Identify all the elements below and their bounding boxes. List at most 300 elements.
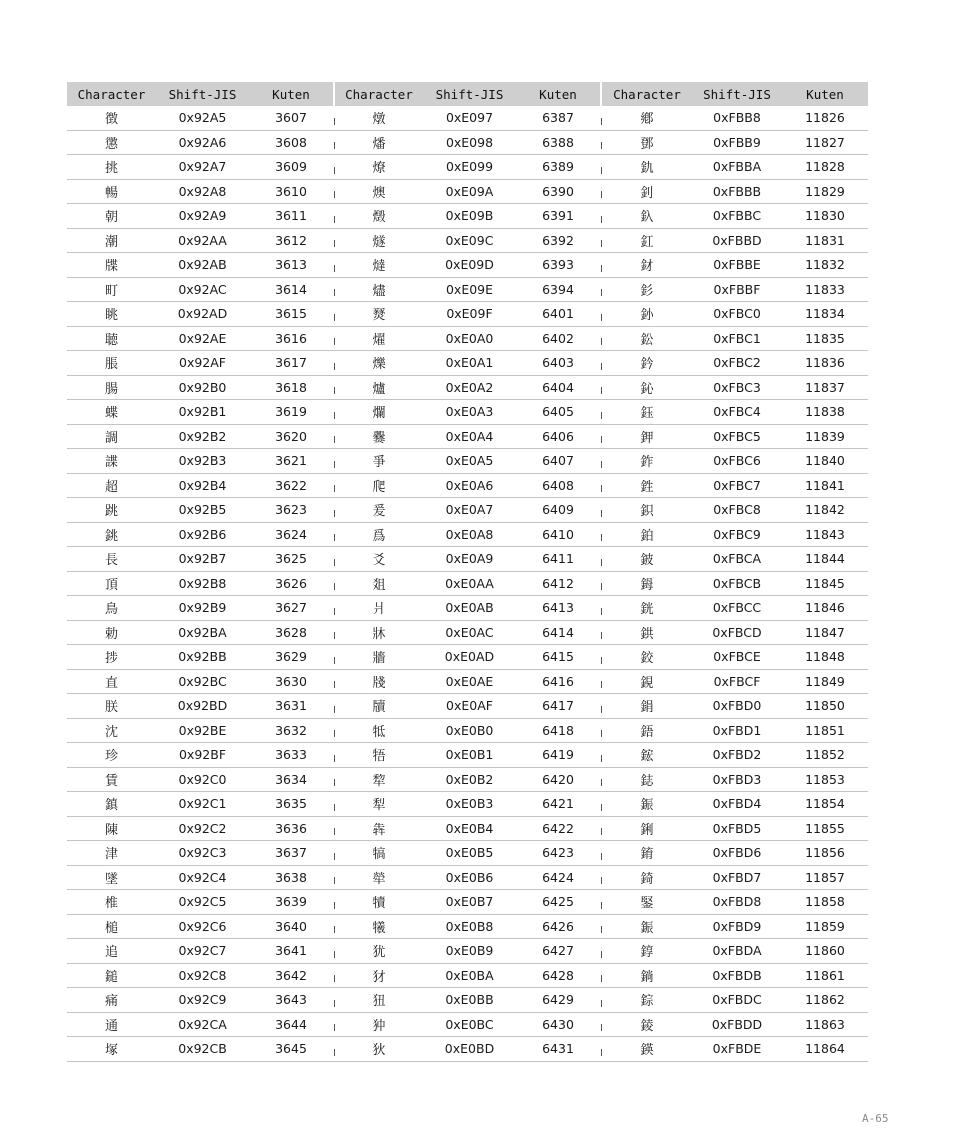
character-cell: 犢: [335, 890, 423, 915]
kuten-cell: 6422: [516, 816, 600, 841]
shift-jis-cell: 0xFBD5: [692, 816, 782, 841]
kuten-cell: 3610: [249, 179, 333, 204]
shift-jis-cell: 0xFBBB: [692, 179, 782, 204]
character-cell: 鋻: [602, 890, 692, 915]
kuten-cell: 3614: [249, 277, 333, 302]
header-character: Character: [67, 82, 156, 106]
table-row: [67, 155, 868, 180]
separator-tick: [334, 730, 335, 737]
character-cell: 鄧: [602, 130, 692, 155]
shift-jis-cell: 0x92C6: [156, 914, 249, 939]
kuten-cell: 6418: [516, 718, 600, 743]
separator-tick: [601, 559, 602, 566]
character-cell: 銧: [602, 596, 692, 621]
shift-jis-cell: 0xE0A5: [423, 449, 516, 474]
kuten-cell: 11843: [782, 522, 868, 547]
kuten-cell: 3619: [249, 400, 333, 425]
separator-tick: [601, 191, 602, 198]
table-row: [67, 400, 868, 425]
kuten-cell: 11831: [782, 228, 868, 253]
separator-tick: [334, 926, 335, 933]
separator-tick: [601, 730, 602, 737]
kuten-cell: 3635: [249, 792, 333, 817]
shift-jis-cell: 0x92C2: [156, 816, 249, 841]
separator-tick: [601, 779, 602, 786]
character-cell: 燬: [335, 204, 423, 229]
character-cell: 燿: [335, 326, 423, 351]
shift-jis-cell: 0xE0AF: [423, 694, 516, 719]
table-row: [67, 375, 868, 400]
kuten-cell: 11845: [782, 571, 868, 596]
kuten-cell: 11861: [782, 963, 868, 988]
shift-jis-cell: 0xFBBC: [692, 204, 782, 229]
separator-tick: [601, 461, 602, 468]
kuten-cell: 6414: [516, 620, 600, 645]
table-row: [67, 939, 868, 964]
kuten-cell: 11844: [782, 547, 868, 572]
character-cell: 鈼: [602, 449, 692, 474]
kuten-cell: 6419: [516, 743, 600, 768]
separator-tick: [334, 877, 335, 884]
kuten-cell: 6388: [516, 130, 600, 155]
character-cell: 長: [67, 547, 156, 572]
kuten-cell: 3621: [249, 449, 333, 474]
character-cell: 犁: [335, 792, 423, 817]
kuten-cell: 6406: [516, 424, 600, 449]
shift-jis-cell: 0x92B5: [156, 498, 249, 523]
shift-jis-cell: 0x92BA: [156, 620, 249, 645]
shift-jis-cell: 0x92B1: [156, 400, 249, 425]
shift-jis-cell: 0xFBCD: [692, 620, 782, 645]
character-cell: 銚: [67, 522, 156, 547]
character-cell: 犖: [335, 865, 423, 890]
shift-jis-cell: 0xE0A0: [423, 326, 516, 351]
character-cell: 徴: [67, 106, 156, 130]
character-cell: 爬: [335, 473, 423, 498]
kuten-cell: 3643: [249, 988, 333, 1013]
shift-jis-cell: 0xFBC2: [692, 351, 782, 376]
shift-jis-cell: 0x92BC: [156, 669, 249, 694]
shift-jis-cell: 0xE0B2: [423, 767, 516, 792]
character-cell: 鉸: [602, 645, 692, 670]
character-cell: 追: [67, 939, 156, 964]
separator-tick: [601, 167, 602, 174]
shift-jis-cell: 0xFBDE: [692, 1037, 782, 1062]
separator-tick: [601, 583, 602, 590]
shift-jis-cell: 0xFBC1: [692, 326, 782, 351]
separator-tick: [601, 706, 602, 713]
kuten-cell: 3628: [249, 620, 333, 645]
kuten-cell: 6408: [516, 473, 600, 498]
shift-jis-cell: 0x92A8: [156, 179, 249, 204]
separator-tick: [334, 534, 335, 541]
separator-tick: [334, 118, 335, 125]
separator-tick: [601, 681, 602, 688]
separator-tick: [334, 1049, 335, 1056]
shift-jis-cell: 0xFBC5: [692, 424, 782, 449]
kuten-cell: 11837: [782, 375, 868, 400]
shift-jis-cell: 0xFBCF: [692, 669, 782, 694]
shift-jis-cell: 0xE0B8: [423, 914, 516, 939]
separator-tick: [334, 387, 335, 394]
character-cell: 跳: [67, 498, 156, 523]
kuten-cell: 11857: [782, 865, 868, 890]
kuten-cell: 11835: [782, 326, 868, 351]
table-row: [67, 302, 868, 327]
table-row: [67, 106, 868, 130]
table-row: [67, 645, 868, 670]
separator-tick: [601, 412, 602, 419]
shift-jis-cell: 0x92AE: [156, 326, 249, 351]
character-cell: 犲: [335, 963, 423, 988]
kuten-cell: 3639: [249, 890, 333, 915]
separator-tick: [601, 534, 602, 541]
separator-tick: [334, 485, 335, 492]
shift-jis-cell: 0xFBDC: [692, 988, 782, 1013]
kuten-cell: 11860: [782, 939, 868, 964]
shift-jis-cell: 0x92A9: [156, 204, 249, 229]
shift-jis-cell: 0xFBD9: [692, 914, 782, 939]
shift-jis-cell: 0xFBD6: [692, 841, 782, 866]
character-cell: 燔: [335, 130, 423, 155]
kuten-cell: 11850: [782, 694, 868, 719]
character-cell: 鈐: [602, 351, 692, 376]
table-row: [67, 865, 868, 890]
character-cell: 錥: [602, 841, 692, 866]
table-row: [67, 204, 868, 229]
kuten-cell: 6403: [516, 351, 600, 376]
kuten-cell: 6411: [516, 547, 600, 572]
character-cell: 調: [67, 424, 156, 449]
shift-jis-cell: 0xFBDB: [692, 963, 782, 988]
kuten-cell: 3638: [249, 865, 333, 890]
kuten-cell: 3622: [249, 473, 333, 498]
kuten-cell: 3611: [249, 204, 333, 229]
kuten-cell: 3615: [249, 302, 333, 327]
kuten-cell: 11864: [782, 1037, 868, 1062]
shift-jis-cell: 0xFBD8: [692, 890, 782, 915]
separator-tick: [601, 118, 602, 125]
shift-jis-cell: 0xE0A7: [423, 498, 516, 523]
table-row: [67, 351, 868, 376]
character-cell: 暢: [67, 179, 156, 204]
separator-tick: [334, 951, 335, 958]
shift-jis-cell: 0xE0B1: [423, 743, 516, 768]
kuten-cell: 11852: [782, 743, 868, 768]
character-cell: 鋓: [602, 816, 692, 841]
kuten-cell: 6409: [516, 498, 600, 523]
separator-tick: [334, 363, 335, 370]
table-header-row: [67, 82, 868, 106]
shift-jis-cell: 0x92B6: [156, 522, 249, 547]
shift-jis-cell: 0xFBCA: [692, 547, 782, 572]
shift-jis-cell: 0xFBCB: [692, 571, 782, 596]
kuten-cell: 3608: [249, 130, 333, 155]
character-cell: 錝: [602, 988, 692, 1013]
kuten-cell: 6415: [516, 645, 600, 670]
shift-jis-cell: 0xE0A4: [423, 424, 516, 449]
separator-tick: [601, 608, 602, 615]
shift-jis-cell: 0x92C8: [156, 963, 249, 988]
kuten-cell: 3617: [249, 351, 333, 376]
kuten-cell: 11838: [782, 400, 868, 425]
character-cell: 鈊: [602, 375, 692, 400]
separator-tick: [334, 338, 335, 345]
shift-jis-cell: 0xFBC9: [692, 522, 782, 547]
character-cell: 燎: [335, 155, 423, 180]
separator-tick: [334, 191, 335, 198]
kuten-cell: 6394: [516, 277, 600, 302]
separator-tick: [334, 436, 335, 443]
kuten-cell: 6410: [516, 522, 600, 547]
character-cell: 鈺: [602, 400, 692, 425]
kuten-cell: 6402: [516, 326, 600, 351]
shift-jis-cell: 0xFBC3: [692, 375, 782, 400]
character-cell: 狄: [335, 1037, 423, 1062]
shift-jis-cell: 0xE0B3: [423, 792, 516, 817]
kuten-cell: 3640: [249, 914, 333, 939]
separator-tick: [334, 142, 335, 149]
shift-jis-cell: 0x92CA: [156, 1012, 249, 1037]
kuten-cell: 6431: [516, 1037, 600, 1062]
character-cell: 鉎: [602, 473, 692, 498]
shift-jis-cell: 0xFBD3: [692, 767, 782, 792]
shift-jis-cell: 0xE0B4: [423, 816, 516, 841]
character-cell: 燧: [335, 228, 423, 253]
separator-tick: [334, 902, 335, 909]
shift-jis-cell: 0xFBC4: [692, 400, 782, 425]
table-row: [67, 841, 868, 866]
shift-jis-cell: 0xFBB9: [692, 130, 782, 155]
kuten-cell: 3632: [249, 718, 333, 743]
character-cell: 鈹: [602, 547, 692, 572]
character-cell: 槌: [67, 914, 156, 939]
table-row: [67, 179, 868, 204]
header-kuten: Kuten: [516, 82, 600, 106]
kuten-cell: 3607: [249, 106, 333, 130]
kuten-cell: 3609: [249, 155, 333, 180]
character-cell: 爲: [335, 522, 423, 547]
table-row: [67, 228, 868, 253]
separator-tick: [334, 681, 335, 688]
table-row: [67, 792, 868, 817]
table-row: [67, 767, 868, 792]
kuten-cell: 3626: [249, 571, 333, 596]
shift-jis-cell: 0xE0A6: [423, 473, 516, 498]
character-cell: 鉙: [602, 498, 692, 523]
header-shift-jis: Shift-JIS: [423, 82, 516, 106]
kuten-cell: 6424: [516, 865, 600, 890]
table-row: [67, 816, 868, 841]
character-cell: 直: [67, 669, 156, 694]
kuten-cell: 3613: [249, 253, 333, 278]
character-cell: 釭: [602, 228, 692, 253]
kuten-cell: 11826: [782, 106, 868, 130]
kuten-cell: 3612: [249, 228, 333, 253]
table-row: [67, 988, 868, 1013]
separator-tick: [334, 632, 335, 639]
character-cell: 鎚: [67, 963, 156, 988]
shift-jis-cell: 0x92AC: [156, 277, 249, 302]
table-row: [67, 743, 868, 768]
shift-jis-cell: 0x92B0: [156, 375, 249, 400]
kuten-cell: 11858: [782, 890, 868, 915]
character-cell: 爨: [335, 424, 423, 449]
separator-tick: [601, 926, 602, 933]
separator-tick: [334, 706, 335, 713]
character-cell: 鉷: [602, 620, 692, 645]
character-cell: 錂: [602, 1012, 692, 1037]
kuten-cell: 3645: [249, 1037, 333, 1062]
kuten-cell: 11851: [782, 718, 868, 743]
character-cell: 鈆: [602, 326, 692, 351]
character-cell: 蝶: [67, 400, 156, 425]
shift-jis-cell: 0xE098: [423, 130, 516, 155]
character-cell: 脹: [67, 351, 156, 376]
table-row: [67, 253, 868, 278]
kuten-cell: 11848: [782, 645, 868, 670]
kuten-cell: 6390: [516, 179, 600, 204]
character-cell: 懲: [67, 130, 156, 155]
shift-jis-cell: 0x92B7: [156, 547, 249, 572]
separator-tick: [334, 853, 335, 860]
shift-jis-cell: 0x92B2: [156, 424, 249, 449]
shift-jis-cell: 0x92BF: [156, 743, 249, 768]
kuten-cell: 6392: [516, 228, 600, 253]
shift-jis-cell: 0x92C3: [156, 841, 249, 866]
kuten-cell: 6401: [516, 302, 600, 327]
shift-jis-cell: 0x92C5: [156, 890, 249, 915]
header-character: Character: [335, 82, 423, 106]
separator-tick: [601, 289, 602, 296]
kuten-cell: 3630: [249, 669, 333, 694]
character-cell: 朕: [67, 694, 156, 719]
separator-tick: [601, 510, 602, 517]
kuten-cell: 11846: [782, 596, 868, 621]
separator-tick: [601, 828, 602, 835]
shift-jis-cell: 0xE0AE: [423, 669, 516, 694]
character-cell: 犇: [335, 816, 423, 841]
separator-tick: [334, 828, 335, 835]
kuten-cell: 3634: [249, 767, 333, 792]
kuten-cell: 6393: [516, 253, 600, 278]
character-cell: 爰: [335, 498, 423, 523]
separator-tick: [334, 167, 335, 174]
character-cell: 錡: [602, 865, 692, 890]
shift-jis-cell: 0x92C4: [156, 865, 249, 890]
shift-jis-cell: 0x92AD: [156, 302, 249, 327]
kuten-cell: 6420: [516, 767, 600, 792]
page-number: A-65: [862, 1112, 889, 1125]
shift-jis-cell: 0xE0AB: [423, 596, 516, 621]
separator-tick: [334, 779, 335, 786]
kuten-cell: 11863: [782, 1012, 868, 1037]
kuten-cell: 6404: [516, 375, 600, 400]
table-row: [67, 963, 868, 988]
kuten-cell: 11827: [782, 130, 868, 155]
kuten-cell: 11830: [782, 204, 868, 229]
shift-jis-cell: 0x92B9: [156, 596, 249, 621]
table-row: [67, 596, 868, 621]
character-cell: 墜: [67, 865, 156, 890]
character-cell: 釥: [602, 302, 692, 327]
separator-tick: [601, 975, 602, 982]
table-row: [67, 694, 868, 719]
separator-tick: [334, 1024, 335, 1031]
separator-tick: [334, 583, 335, 590]
table-row: [67, 277, 868, 302]
character-cell: 塚: [67, 1037, 156, 1062]
character-cell: 超: [67, 473, 156, 498]
character-cell: 燹: [335, 302, 423, 327]
character-cell: 鎮: [67, 792, 156, 817]
character-cell: 賃: [67, 767, 156, 792]
shift-jis-cell: 0xFBC7: [692, 473, 782, 498]
character-cell: 燵: [335, 253, 423, 278]
shift-jis-cell: 0x92C9: [156, 988, 249, 1013]
character-cell: 燉: [335, 106, 423, 130]
kuten-cell: 6428: [516, 963, 600, 988]
character-cell: 狆: [335, 1012, 423, 1037]
separator-tick: [334, 314, 335, 321]
character-cell: 鋠: [602, 792, 692, 817]
character-cell: 爼: [335, 571, 423, 596]
kuten-cell: 11833: [782, 277, 868, 302]
shift-jis-cell: 0xE0AC: [423, 620, 516, 645]
kuten-cell: 3627: [249, 596, 333, 621]
shift-jis-cell: 0xE0A2: [423, 375, 516, 400]
character-cell: 聴: [67, 326, 156, 351]
character-cell: 爐: [335, 375, 423, 400]
kuten-cell: 6413: [516, 596, 600, 621]
kuten-cell: 3631: [249, 694, 333, 719]
shift-jis-cell: 0x92AF: [156, 351, 249, 376]
separator-tick: [601, 387, 602, 394]
character-cell: 牾: [335, 743, 423, 768]
shift-jis-cell: 0xFBB8: [692, 106, 782, 130]
character-cell: 爻: [335, 547, 423, 572]
character-cell: 錞: [602, 939, 692, 964]
table-row: [67, 449, 868, 474]
kuten-cell: 11829: [782, 179, 868, 204]
character-cell: 狃: [335, 988, 423, 1013]
kuten-cell: 11862: [782, 988, 868, 1013]
character-cell: 朝: [67, 204, 156, 229]
shift-jis-cell: 0x92A7: [156, 155, 249, 180]
shift-jis-cell: 0xE0B9: [423, 939, 516, 964]
separator-tick: [334, 975, 335, 982]
separator-tick: [334, 1000, 335, 1007]
table-row: [67, 1037, 868, 1062]
separator-tick: [334, 461, 335, 468]
kuten-cell: 3618: [249, 375, 333, 400]
character-cell: 町: [67, 277, 156, 302]
separator-tick: [334, 240, 335, 247]
shift-jis-cell: 0x92B3: [156, 449, 249, 474]
kuten-cell: 6425: [516, 890, 600, 915]
separator-tick: [334, 216, 335, 223]
separator-tick: [334, 559, 335, 566]
shift-jis-cell: 0xE0AD: [423, 645, 516, 670]
shift-jis-cell: 0xE0A8: [423, 522, 516, 547]
shift-jis-cell: 0x92AB: [156, 253, 249, 278]
kuten-cell: 11859: [782, 914, 868, 939]
character-cell: 釗: [602, 179, 692, 204]
character-cell: 爿: [335, 596, 423, 621]
kuten-cell: 6405: [516, 400, 600, 425]
kuten-cell: 6407: [516, 449, 600, 474]
shift-jis-cell: 0xE0A3: [423, 400, 516, 425]
